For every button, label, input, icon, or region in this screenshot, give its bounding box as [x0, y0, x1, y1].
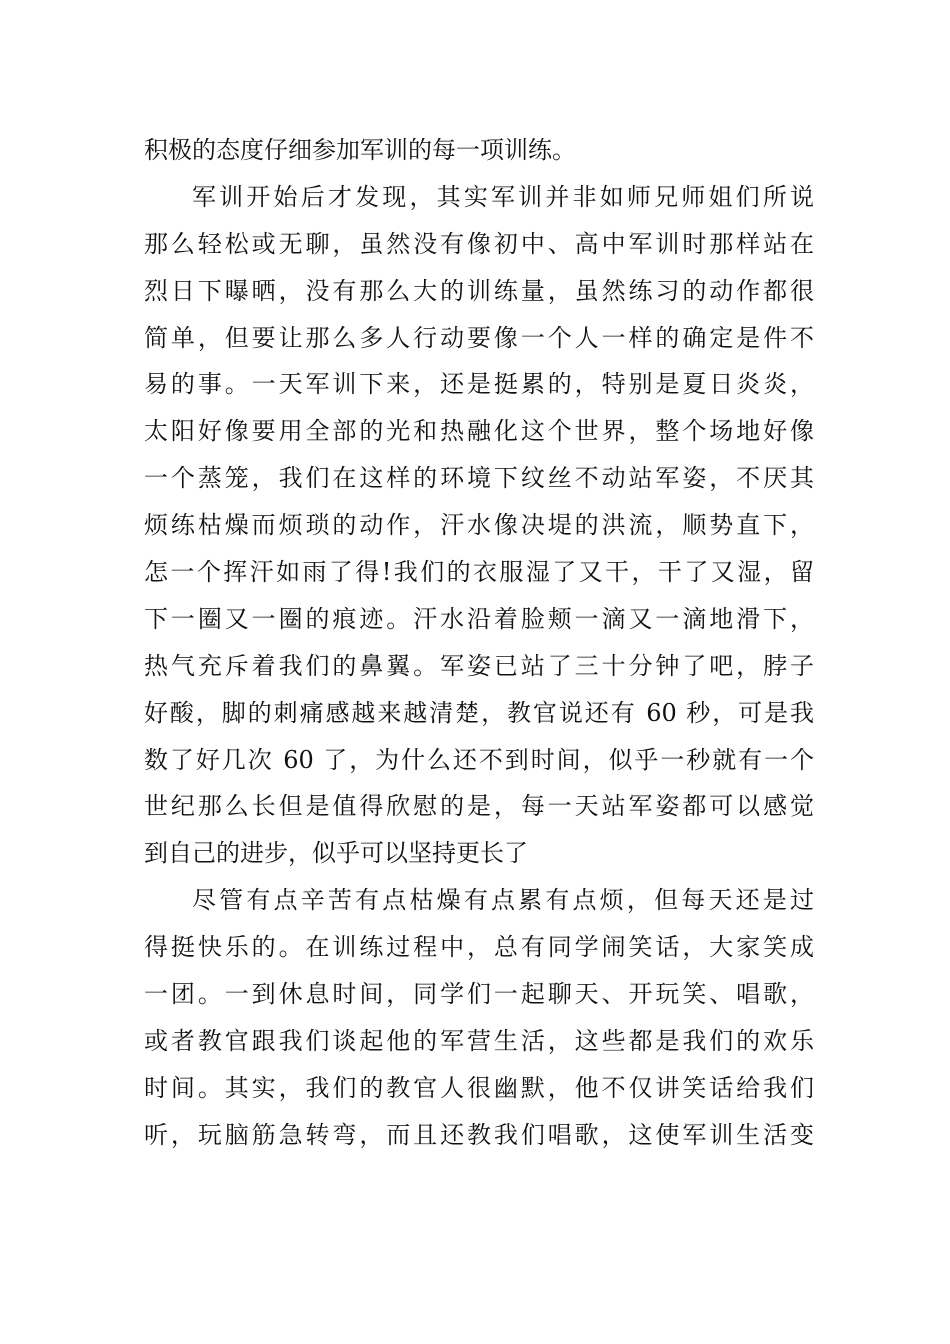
body-text [144, 127, 814, 1159]
text-line: 热气充斥着我们的鼻翼。军姿已站了三十分钟了吧，脖子 [144, 651, 814, 680]
text-line: 时间。其实，我们的教官人很幽默，他不仅讲笑话给我们 [144, 1073, 814, 1102]
text-line: 易的事。一天军训下来，还是挺累的，特别是夏日炎炎， [144, 370, 814, 399]
text-line: 怎一个挥汗如雨了得!我们的衣服湿了又干，干了又湿，留 [144, 558, 814, 587]
text-line: 那么轻松或无聊，虽然没有像初中、高中军训时那样站在 [144, 229, 814, 258]
text-line: 烦练枯燥而烦琐的动作，汗水像决堤的洪流，顺势直下， [144, 511, 814, 540]
text-line: 数了好几次 60 了，为什么还不到时间，似乎一秒就有一个 [144, 745, 814, 774]
text-line: 得挺快乐的。在训练过程中，总有同学闹笑话，大家笑成 [144, 933, 814, 962]
text-line: 好酸，脚的刺痛感越来越清楚，教官说还有 60 秒，可是我 [144, 698, 814, 727]
paragraph [144, 877, 814, 1158]
text-line: 军训开始后才发现，其实军训并非如师兄师姐们所说 [192, 182, 814, 211]
text-line: 积极的态度仔细参加军训的每一项训练。 [144, 136, 576, 164]
text-line: 世纪那么长但是值得欣慰的是，每一天站军姿都可以感觉 [144, 792, 814, 821]
text-line: 简单，但要让那么多人行动要像一个人一样的确定是件不 [144, 323, 814, 352]
text-line: 尽管有点辛苦有点枯燥有点累有点烦，但每天还是过 [192, 886, 814, 915]
paragraph [144, 174, 814, 877]
text-line: 太阳好像要用全部的光和热融化这个世界，整个场地好像 [144, 417, 814, 446]
text-line: 烈日下曝晒，没有那么大的训练量，虽然练习的动作都很 [144, 276, 814, 305]
text-line: 或者教官跟我们谈起他的军营生活，这些都是我们的欢乐 [144, 1026, 814, 1055]
text-line: 听，玩脑筋急转弯，而且还教我们唱歌，这使军训生活变 [144, 1120, 814, 1149]
text-line: 一团。一到休息时间，同学们一起聊天、开玩笑、唱歌， [144, 980, 814, 1009]
paragraph [144, 127, 814, 174]
text-line: 到自己的进步，似乎可以坚持更长了 [144, 839, 528, 868]
text-line: 下一圈又一圈的痕迹。汗水沿着脸颊一滴又一滴地滑下， [144, 604, 814, 633]
text-line: 一个蒸笼，我们在这样的环境下纹丝不动站军姿，不厌其 [144, 464, 814, 493]
